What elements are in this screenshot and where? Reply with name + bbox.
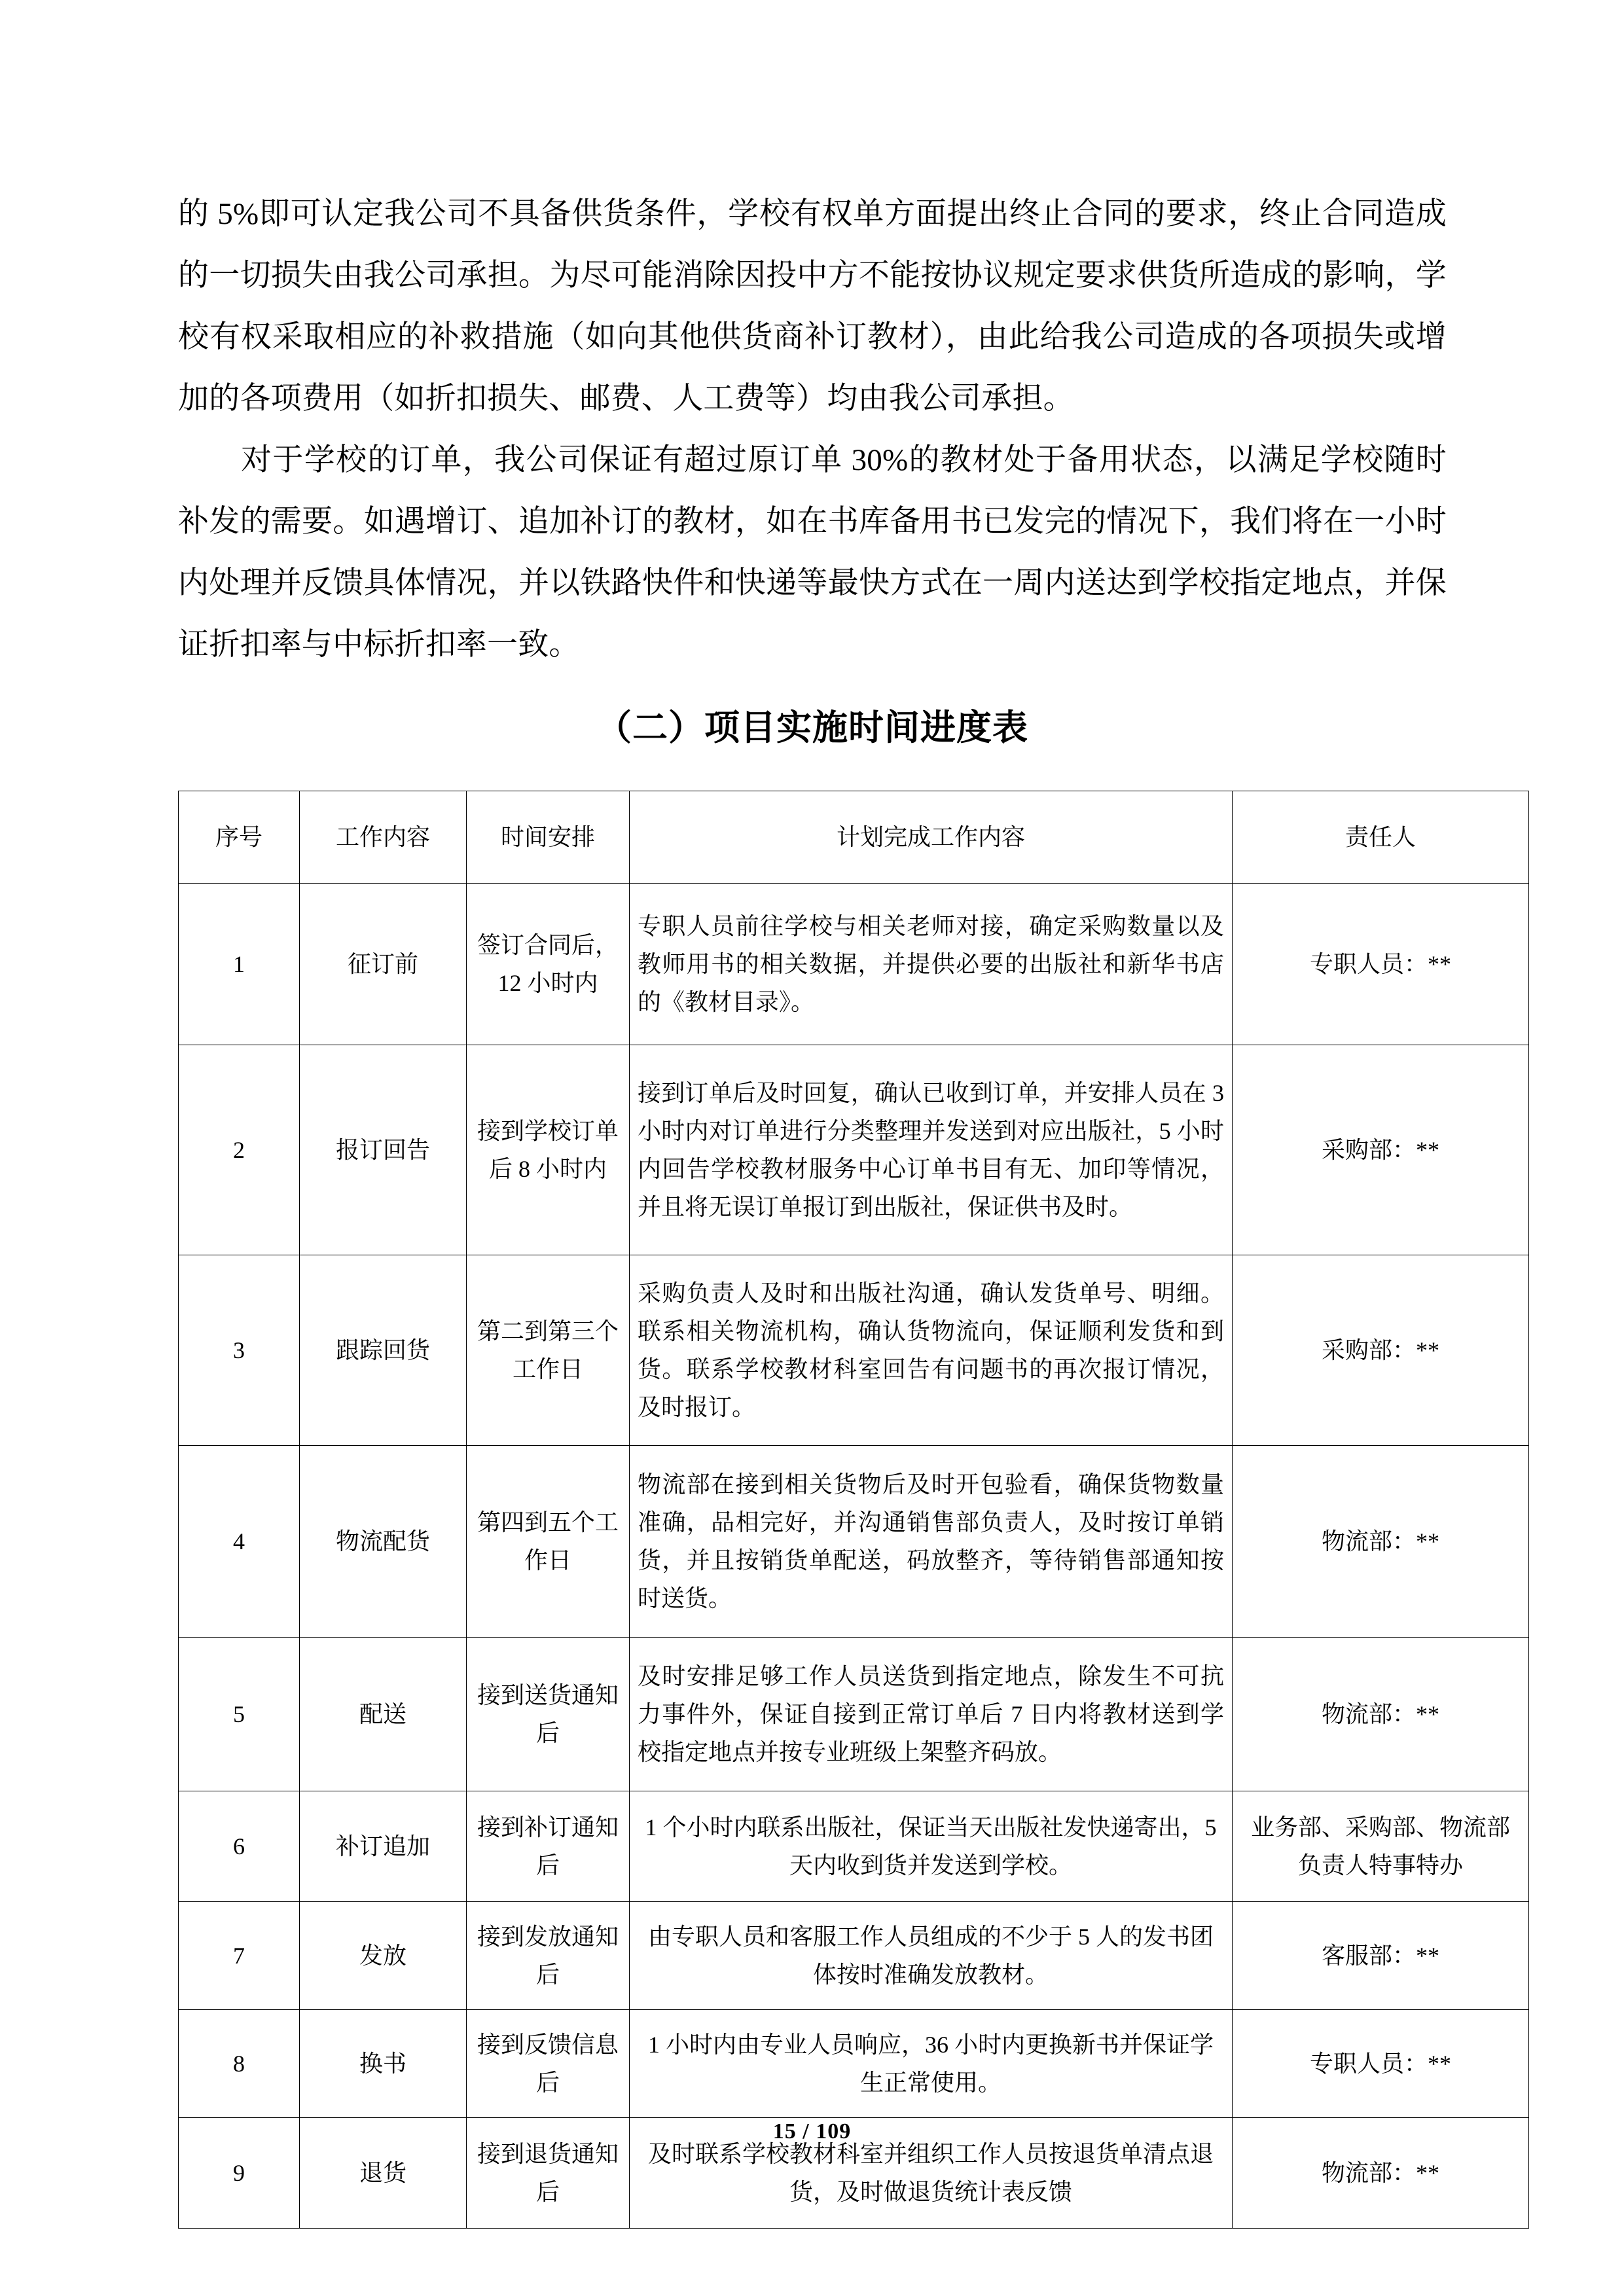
cell-index: 2 bbox=[179, 1045, 300, 1255]
cell-owner: 物流部：** bbox=[1233, 1446, 1529, 1638]
cell-owner: 客服部：** bbox=[1233, 1902, 1529, 2010]
section-heading: （二）项目实施时间进度表 bbox=[596, 708, 1028, 747]
cell-index: 4 bbox=[179, 1446, 300, 1638]
cell-plan: 及时安排足够工作人员送货到指定地点，除发生不可抗力事件外，保证自接到正常订单后 7 日内将教材送到学校指定地点并按专业班级上架整齐码放。 bbox=[630, 1638, 1233, 1791]
table-row bbox=[179, 1255, 1529, 1446]
cell-owner: 业务部、采购部、物流部负责人特事特办 bbox=[1233, 1791, 1529, 1902]
cell-time: 签订合同后，12 小时内 bbox=[467, 884, 630, 1045]
schedule-table-wrapper bbox=[178, 791, 1510, 2229]
page-footer: 15 / 109 bbox=[772, 2119, 852, 2144]
cell-plan: 物流部在接到相关货物后及时开包验看，确保货物数量准确，品相完好，并沟通销售部负责人，及时按订单销货，并且按销货单配送，码放整齐，等待销售部通知按时送货。 bbox=[630, 1446, 1233, 1638]
table-row bbox=[179, 1638, 1529, 1791]
cell-time: 接到发放通知后 bbox=[467, 1902, 630, 2010]
cell-index: 3 bbox=[179, 1255, 300, 1446]
cell-time: 接到退货通知后 bbox=[467, 2118, 630, 2229]
cell-work: 退货 bbox=[300, 2118, 467, 2229]
table-row bbox=[179, 1791, 1529, 1902]
cell-owner: 物流部：** bbox=[1233, 2118, 1529, 2229]
cell-time: 第四到五个工作日 bbox=[467, 1446, 630, 1638]
cell-index: 6 bbox=[179, 1791, 300, 1902]
cell-time: 第二到第三个工作日 bbox=[467, 1255, 630, 1446]
column-header-plan: 计划完成工作内容 bbox=[630, 791, 1233, 884]
cell-time: 接到送货通知后 bbox=[467, 1638, 630, 1791]
cell-work: 换书 bbox=[300, 2010, 467, 2118]
table-row bbox=[179, 884, 1529, 1045]
cell-owner: 采购部：** bbox=[1233, 1045, 1529, 1255]
cell-work: 征订前 bbox=[300, 884, 467, 1045]
cell-owner: 专职人员：** bbox=[1233, 2010, 1529, 2118]
cell-index: 9 bbox=[179, 2118, 300, 2229]
cell-time: 接到反馈信息后 bbox=[467, 2010, 630, 2118]
cell-plan: 1 小时内由专业人员响应，36 小时内更换新书并保证学生正常使用。 bbox=[630, 2010, 1233, 2118]
cell-plan: 采购负责人及时和出版社沟通，确认发货单号、明细。联系相关物流机构，确认货物流向，保证顺利发货和到货。联系学校教材科室回告有问题书的再次报订情况，及时报订。 bbox=[630, 1255, 1233, 1446]
cell-plan: 1 个小时内联系出版社，保证当天出版社发快递寄出，5 天内收到货并发送到学校。 bbox=[630, 1791, 1233, 1902]
table-header bbox=[179, 791, 1529, 884]
cell-work: 报订回告 bbox=[300, 1045, 467, 1255]
project-schedule-table bbox=[178, 791, 1529, 2229]
table-header-row bbox=[179, 791, 1529, 884]
cell-plan: 及时联系学校教材科室并组织工作人员按退货单清点退货，及时做退货统计表反馈 bbox=[630, 2118, 1233, 2229]
column-header-time: 时间安排 bbox=[467, 791, 630, 884]
table-row bbox=[179, 1902, 1529, 2010]
table-body bbox=[179, 884, 1529, 2229]
cell-owner: 专职人员：** bbox=[1233, 884, 1529, 1045]
cell-index: 7 bbox=[179, 1902, 300, 2010]
column-header-work: 工作内容 bbox=[300, 791, 467, 884]
cell-time: 接到学校订单后 8 小时内 bbox=[467, 1045, 630, 1255]
cell-work: 跟踪回货 bbox=[300, 1255, 467, 1446]
cell-plan: 由专职人员和客服工作人员组成的不少于 5 人的发书团体按时准确发放教材。 bbox=[630, 1902, 1233, 2010]
cell-work: 发放 bbox=[300, 1902, 467, 2010]
body-paragraph-2: 对于学校的订单，我公司保证有超过原订单 30%的教材处于备用状态，以满足学校随时补发的需要。如遇增订、追加补订的教材，如在书库备用书已发完的情况下，我们将在一小时内处理并反馈具体情况，并以铁路快件和快递等最快方式在一周内送达到学校指定地点，并保证折扣率与中标折扣率一致。 bbox=[178, 443, 1447, 662]
cell-owner: 物流部：** bbox=[1233, 1638, 1529, 1791]
cell-index: 1 bbox=[179, 884, 300, 1045]
cell-work: 补订追加 bbox=[300, 1791, 467, 1902]
table-row bbox=[179, 2010, 1529, 2118]
column-header-index: 序号 bbox=[179, 791, 300, 884]
cell-work: 物流配货 bbox=[300, 1446, 467, 1638]
cell-index: 8 bbox=[179, 2010, 300, 2118]
cell-index: 5 bbox=[179, 1638, 300, 1791]
cell-plan: 专职人员前往学校与相关老师对接，确定采购数量以及教师用书的相关数据，并提供必要的出版社和新华书店的《教材目录》。 bbox=[630, 884, 1233, 1045]
cell-plan: 接到订单后及时回复，确认已收到订单，并安排人员在 3 小时内对订单进行分类整理并发送到对应出版社，5 小时内回告学校教材服务中心订单书目有无、加印等情况，并且将无误订单报订到出版社，保证供书及时。 bbox=[630, 1045, 1233, 1255]
cell-time: 接到补订通知后 bbox=[467, 1791, 630, 1902]
cell-work: 配送 bbox=[300, 1638, 467, 1791]
table-row bbox=[179, 1045, 1529, 1255]
column-header-owner: 责任人 bbox=[1233, 791, 1529, 884]
table-row bbox=[179, 1446, 1529, 1638]
cell-owner: 采购部：** bbox=[1233, 1255, 1529, 1446]
body-paragraph-1: 的 5%即可认定我公司不具备供货条件，学校有权单方面提出终止合同的要求，终止合同造成的一切损失由我公司承担。为尽可能消除因投中方不能按协议规定要求供货所造成的影响，学校有权采取相应的补救措施（如向其他供货商补订教材），由此给我公司造成的各项损失或增加的各项费用（如折扣损失、邮费、人工费等）均由我公司承担。 bbox=[178, 197, 1447, 416]
page-content bbox=[178, 183, 1510, 2229]
